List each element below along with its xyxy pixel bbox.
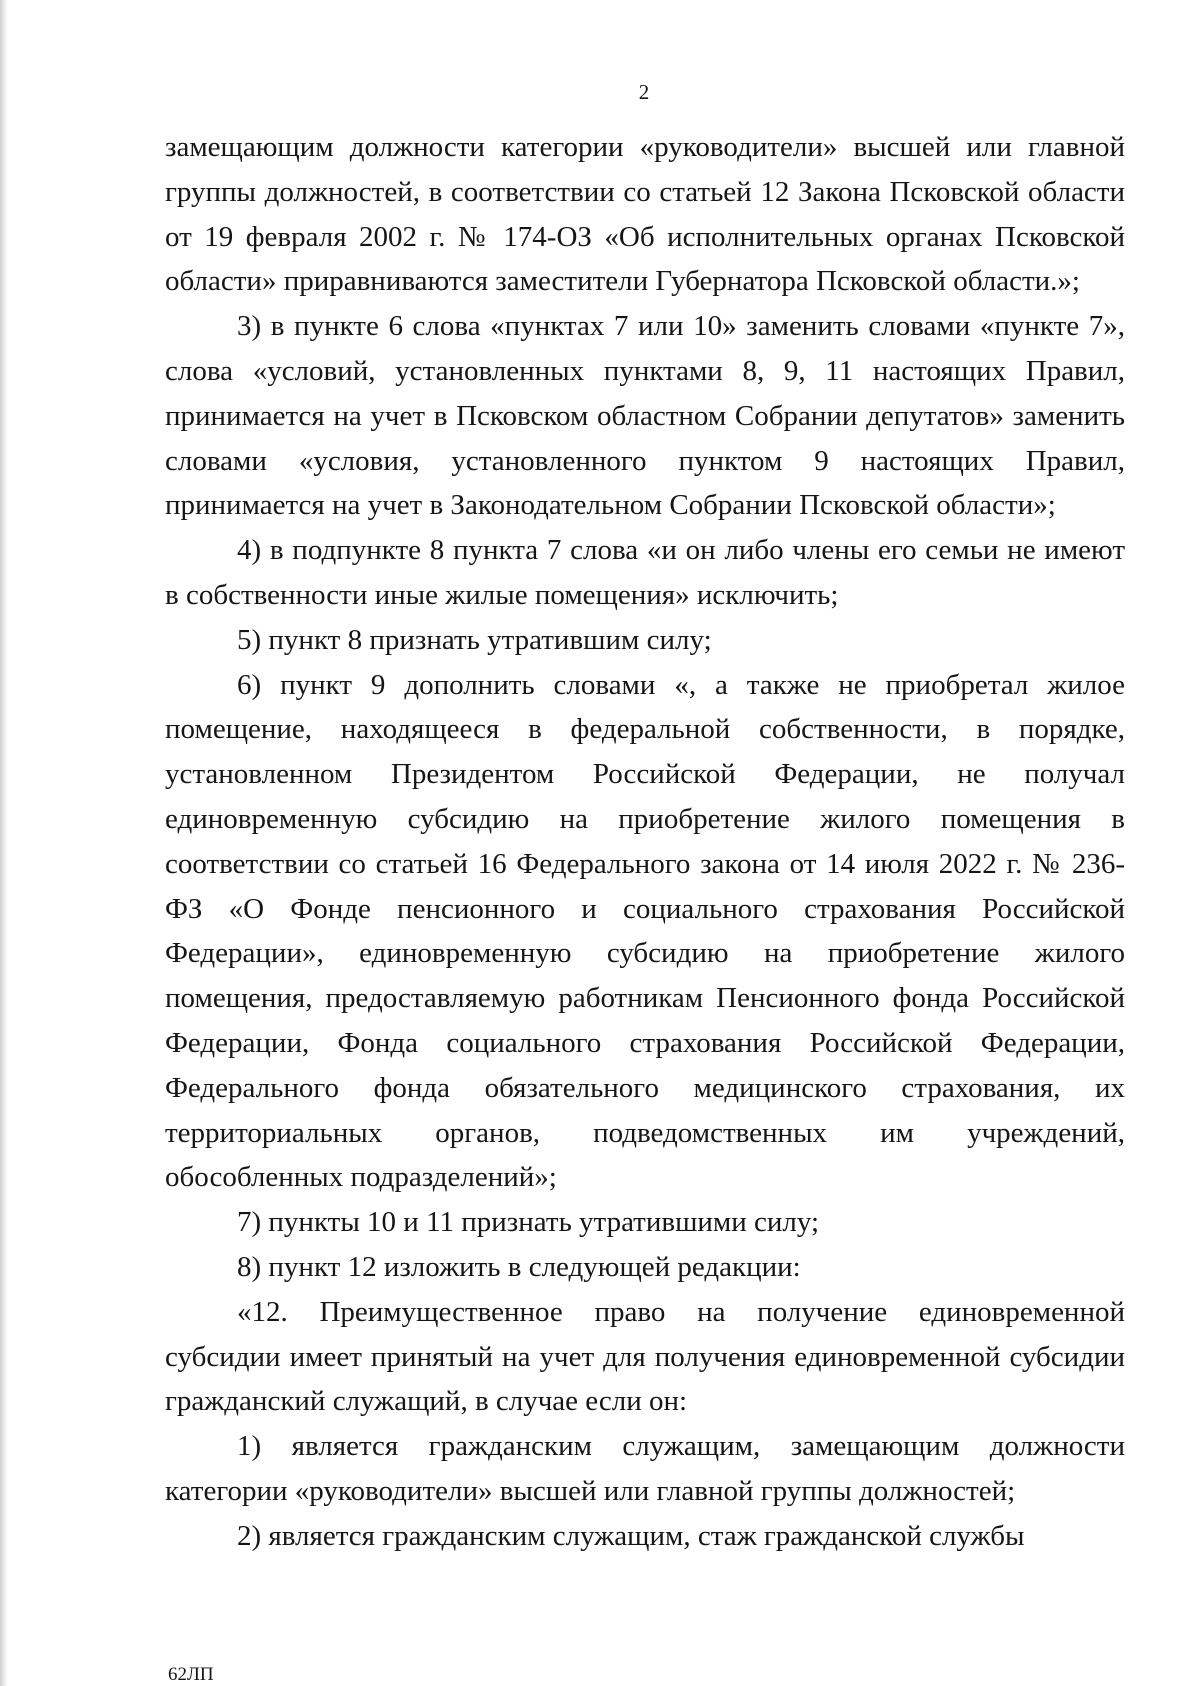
paragraph-clause-12: «12. Преимущественное право на получение единовременной субсидии имеет принятый на учет для получения единовременной субсидии гражданский служащий, в случае если он: <box>165 1295 1125 1418</box>
paragraph-continuation: замещающим должности категории «руководители» высшей или главной группы должностей, в соответствии со статьей 12 Закона Псковской области от 19 февраля 2002 г. № 174-ОЗ «Об исполнительных органах Псковской области» приравниваются заместители Губернатора Псковской области.»; <box>165 131 1125 298</box>
paragraph-item-5: 5) пункт 8 признать утратившим силу; <box>237 623 712 656</box>
paragraph-item-7: 7) пункты 10 и 11 признать утратившими силу; <box>237 1206 820 1239</box>
paragraph-subitem-1: 1) является гражданским служащим, замещающим должности категории «руководители» высшей или главной группы должностей; <box>165 1430 1125 1507</box>
paragraph-subitem-2: 2) является гражданским служащим, стаж гражданской службы <box>237 1519 1025 1552</box>
document-body <box>165 125 1125 1559</box>
paragraph-item-6: 6) пункт 9 дополнить словами «, а также не приобретал жилое помещение, находящееся в федеральной собственности, в порядке, установленном Президентом Российской Федерации, не получал единовременную субсидию на приобретение жилого помещения в соответствии со статьей 16 Федерального закона от 14 июля 2022 г. № 236-ФЗ «О Фонде пенсионного и социального страхования Российской Федерации», единовременную субсидию на приобретение жилого помещения, предоставляемую работникам Пенсионного фонда Российской Федерации, Фонда социального страхования Российской Федерации, Федерального фонда обязательного медицинского страхования, их территориальных органов, подведомственных им учреждений, обособленных подразделений»; <box>165 668 1125 1194</box>
paragraph-item-4: 4) в подпункте 8 пункта 7 слова «и он либо члены его семьи не имеют в собственности иные жилые помещения» исключить; <box>165 534 1125 611</box>
page-number: 2 <box>638 80 650 104</box>
paragraph-item-3: 3) в пункте 6 слова «пунктах 7 или 10» заменить словами «пункте 7», слова «условий, установленных пунктами 8, 9, 11 настоящих Правил, принимается на учет в Псковском областном Собрании депутатов» заменить словами «условия, установленного пунктом 9 настоящих Правил, принимается на учет в Законодательном Собрании Псковской области»; <box>165 310 1125 522</box>
paragraph-item-8: 8) пункт 12 изложить в следующей редакции: <box>237 1250 801 1283</box>
scan-edge <box>0 0 7 1686</box>
document-code: 62ЛП <box>168 1664 214 1685</box>
